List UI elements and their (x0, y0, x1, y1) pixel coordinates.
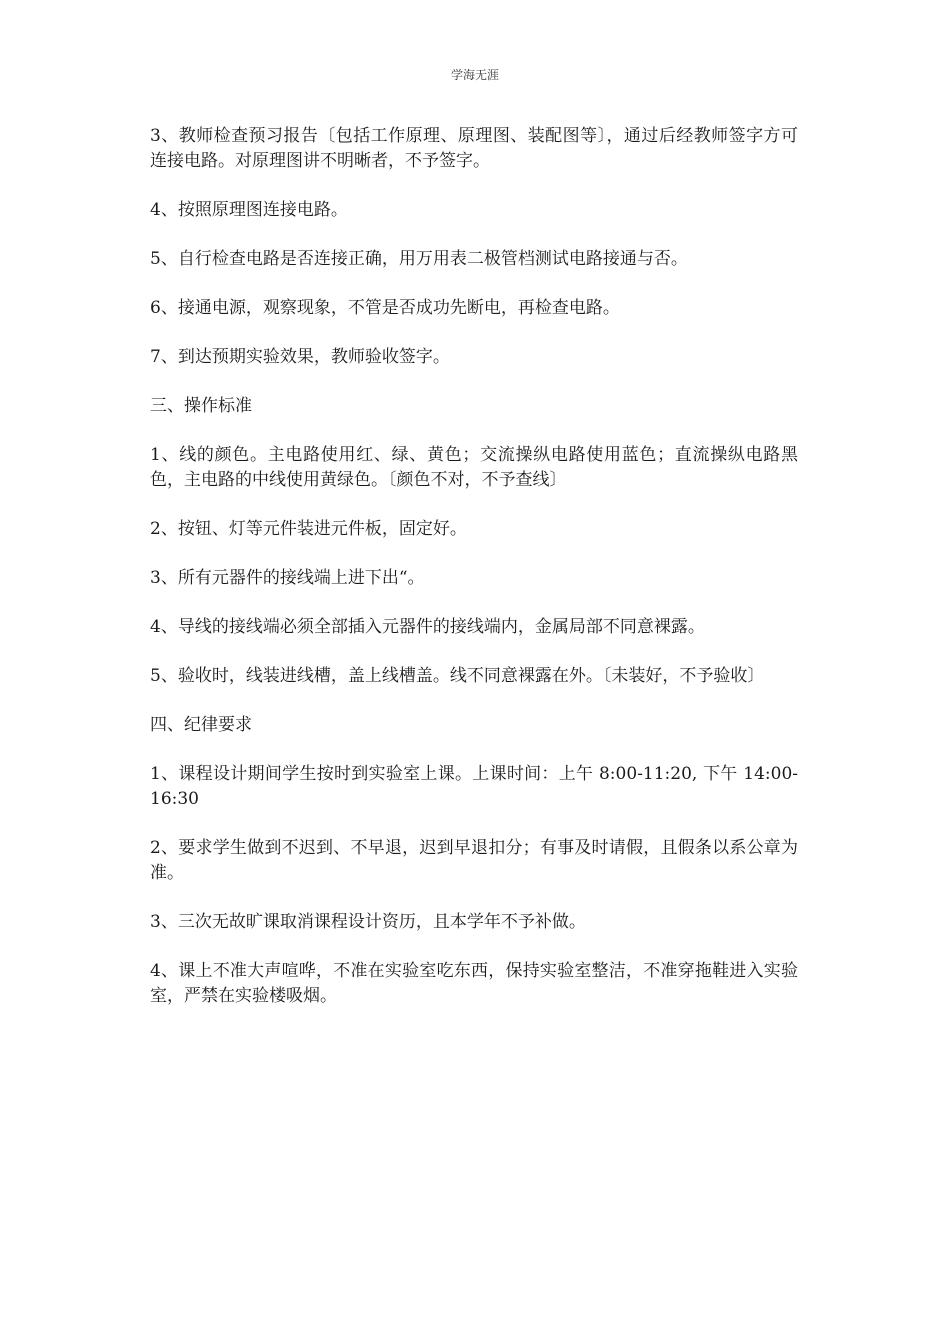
paragraph-standard-2: 2、按钮、灯等元件装进元件板，固定好。 (150, 519, 467, 539)
paragraph-standard-3: 3、所有元器件的接线端上进下出“。 (150, 568, 425, 588)
paragraph-discipline-2: 2、要求学生做到不迟到、不早退，迟到早退扣分；有事及时请假，且假条以系公章为准。 (150, 838, 798, 883)
document-body (150, 124, 798, 1033)
paragraph-step-5: 5、自行检查电路是否连接正确，用万用表二极管档测试电路接通与否。 (150, 249, 688, 269)
paragraph-standard-4: 4、导线的接线端必须全部插入元器件的接线端内，金属局部不同意裸露。 (150, 617, 705, 637)
section-heading-discipline: 四、纪律要求 (150, 715, 252, 735)
page-header: 学海无涯 (450, 68, 499, 82)
paragraph-discipline-3: 3、三次无故旷课取消课程设计资历，且本学年不予补做。 (150, 912, 586, 932)
paragraph-discipline-4: 4、课上不准大声喧哗，不准在实验室吃东西，保持实验室整洁，不准穿拖鞋进入实验室，严禁在实验楼吸烟。 (150, 961, 798, 1006)
paragraph-step-6: 6、接通电源，观察现象，不管是否成功先断电，再检查电路。 (150, 298, 620, 318)
paragraph-step-7: 7、到达预期实验效果，教师验收签字。 (150, 347, 450, 367)
paragraph-step-3: 3、教师检查预习报告〔包括工作原理、原理图、装配图等〕，通过后经教师签字方可连接电路。对原理图讲不明晰者，不予签字。 (150, 126, 798, 171)
section-heading-standards: 三、操作标准 (150, 396, 252, 416)
paragraph-discipline-1: 1、课程设计期间学生按时到实验室上课。上课时间：上午 8:00-11:20, 下午 14:00-16:30 (150, 764, 798, 809)
paragraph-standard-1: 1、线的颜色。主电路使用红、绿、黄色；交流操纵电路使用蓝色；直流操纵电路黑色，主电路的中线使用黄绿色。〔颜色不对，不予查线〕 (150, 445, 798, 490)
paragraph-standard-5: 5、验收时，线装进线槽，盖上线槽盖。线不同意裸露在外。〔未装好，不予验收〕 (150, 666, 765, 686)
paragraph-step-4: 4、按照原理图连接电路。 (150, 200, 348, 220)
